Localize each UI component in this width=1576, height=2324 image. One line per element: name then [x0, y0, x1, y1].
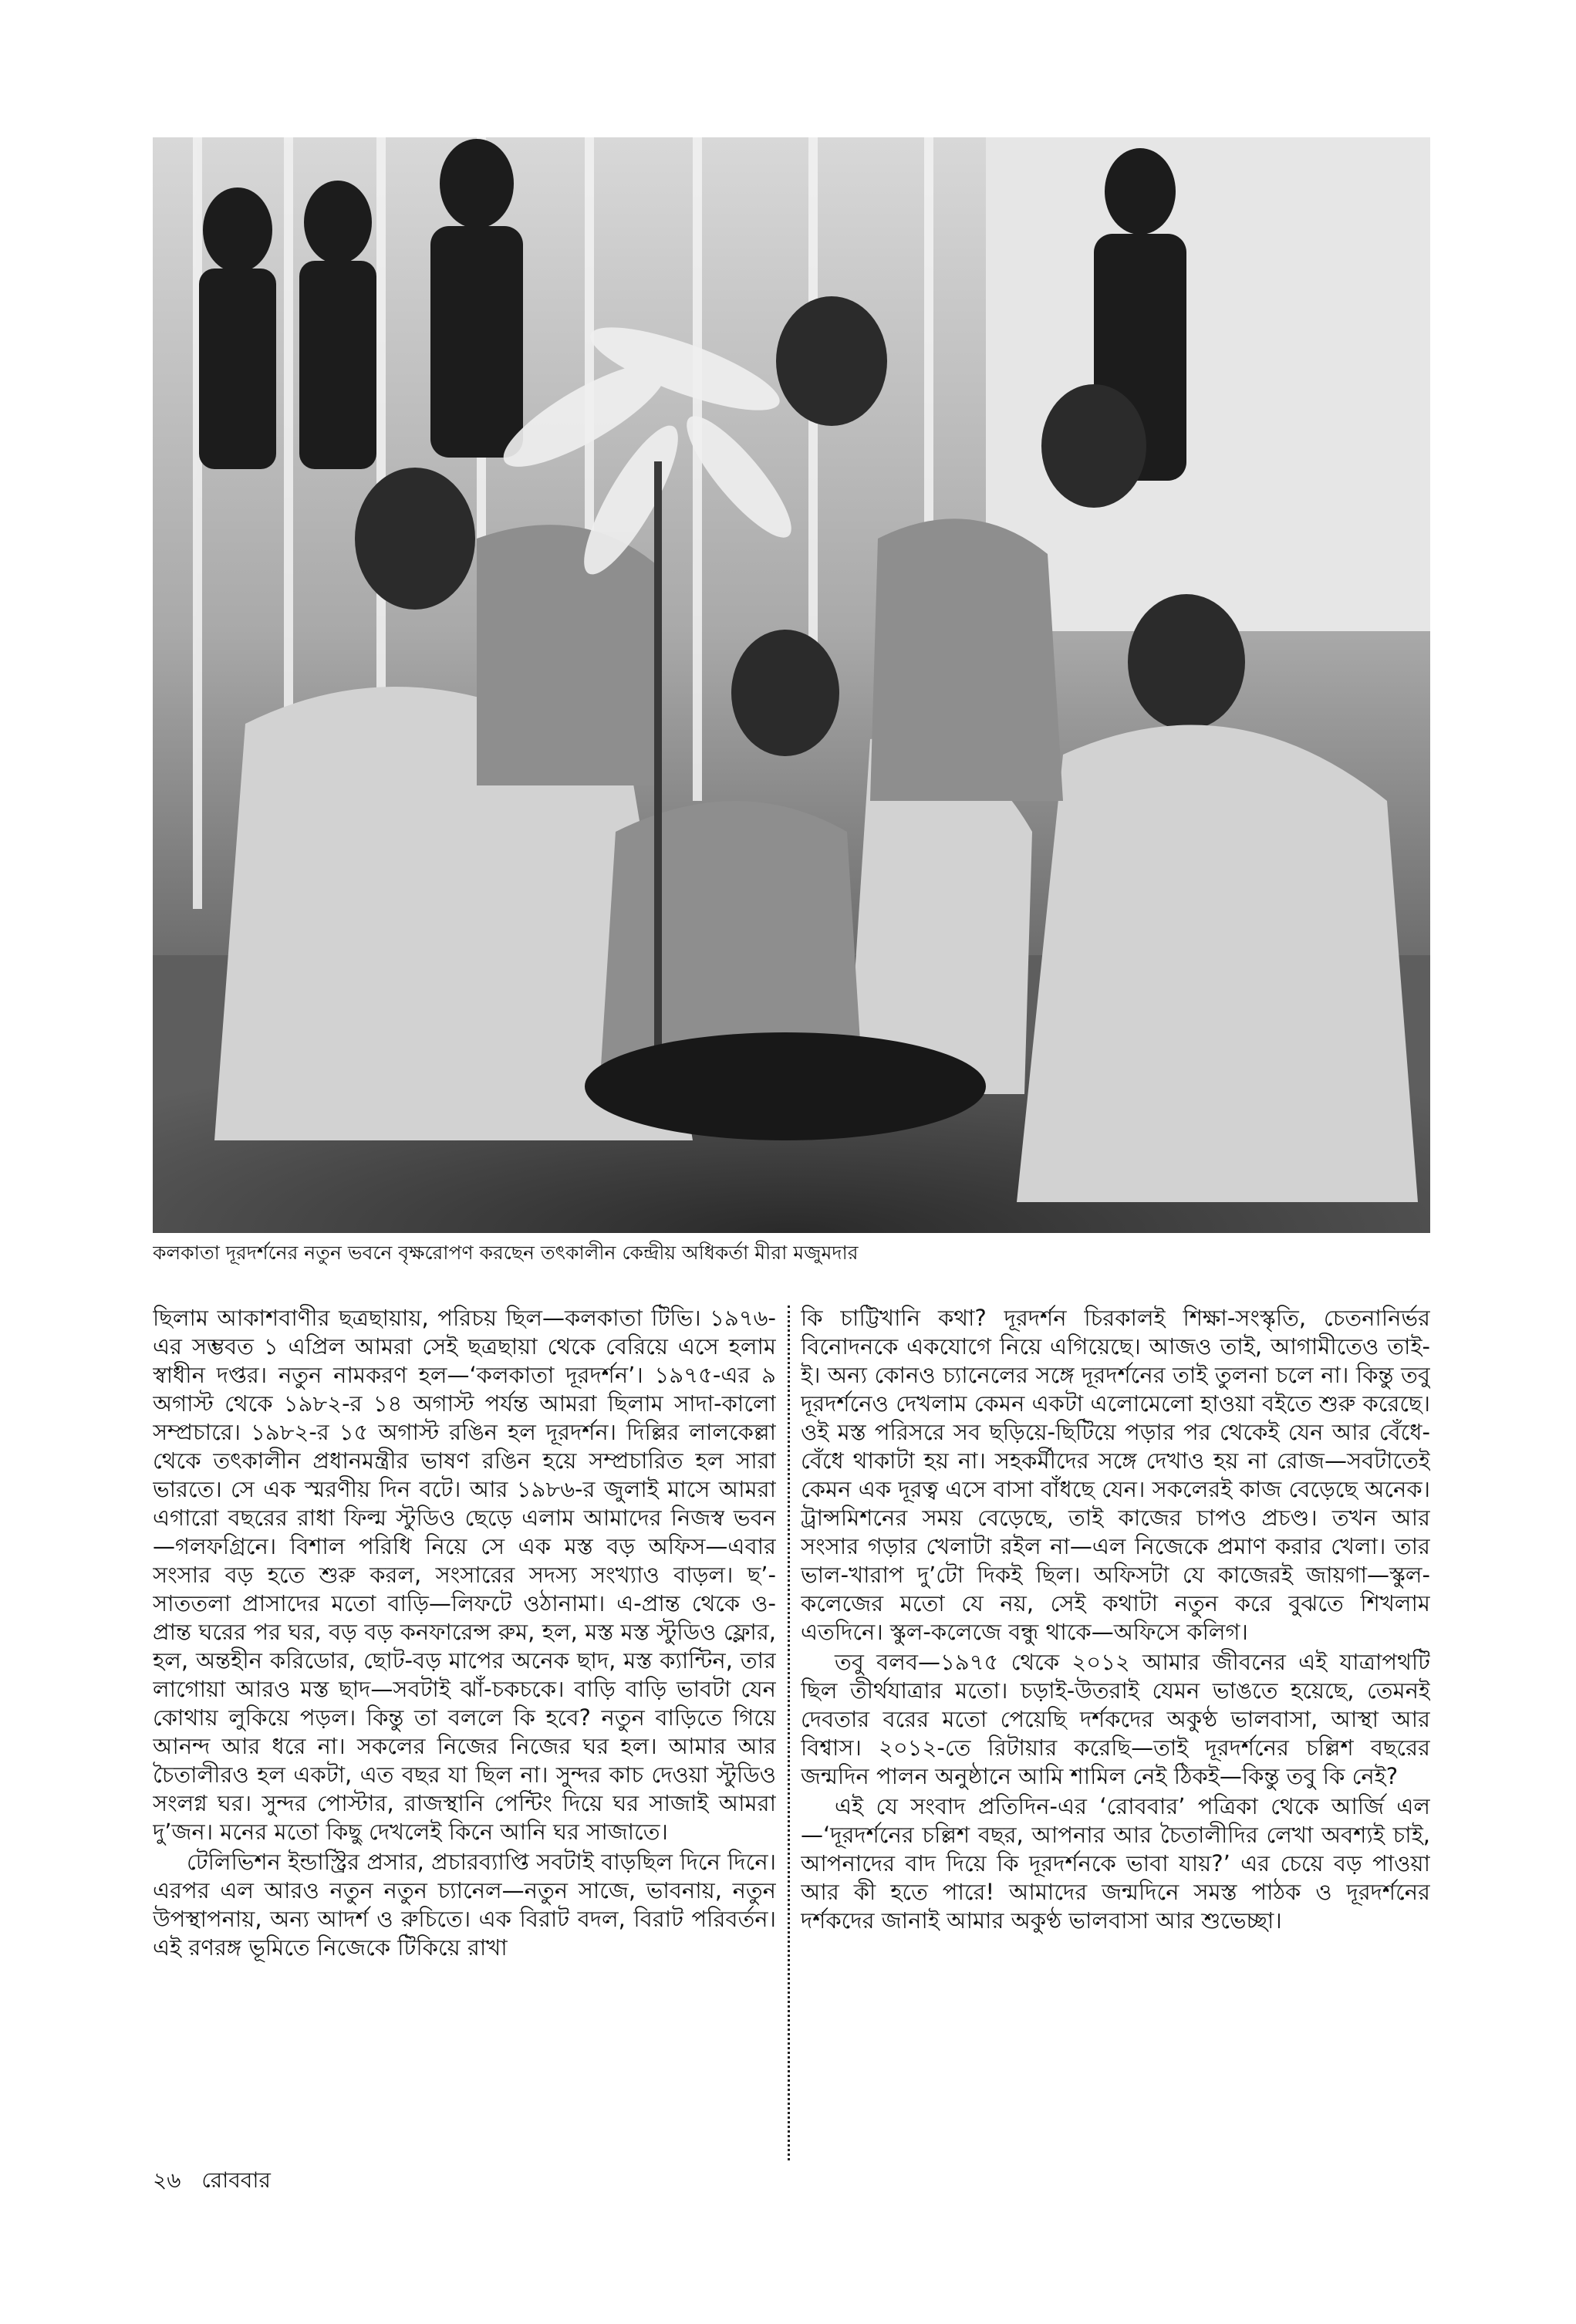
article-paragraph: টেলিভিশন ইন্ডাস্ট্রির প্রসার, প্রচারব্যাপ্তি সবটাই বাড়ছিল দিনে দিনে। এরপর এল আরও নতুন নতুন চ্যানেল—নতুন সাজে, ভাবনায়, নতুন উপস্থাপনায়, অন্য আদর্শ ও রুচিতে। এক বিরাট বদল, বিরাট পরিবর্তন। এই রণরঙ্গ ভূমিতে নিজেকে টিকিয়ে রাখা — [153, 1849, 776, 1961]
article-left-column — [153, 1304, 776, 2162]
page-number: ২৬ — [153, 2167, 181, 2193]
article-paragraph: এই যে সংবাদ প্রতিদিন-এর ‘রোববার’ পত্রিকা থেকে আর্জি এল—‘দূরদর্শনের চল্লিশ বছর, আপনার আর চৈতালীদির লেখা অবশ্যই চাই, আপনাদের বাদ দিয়ে কি দূরদর্শনকে ভাবা যায়?’ এর চেয়ে বড় পাওয়া আর কী হতে পারে! আমাদের জন্মদিনে সমস্ত পাঠক ও দূরদর্শনের দর্শকদের জানাই আমার অকুণ্ঠ ভালবাসা আর শুভেচ্ছা। — [801, 1793, 1430, 1934]
magazine-name: রোববার — [201, 2167, 271, 2193]
page-footer — [153, 2167, 285, 2194]
photo-graphic — [153, 137, 1430, 1233]
article-paragraph: ছিলাম আকাশবাণীর ছত্রছায়ায়, পরিচয় ছিল—কলকাতা টিভি। ১৯৭৬-এর সম্ভবত ১ এপ্রিল আমরা সেই ছত্রছায়া থেকে বেরিয়ে এসে হলাম স্বাধীন দপ্তর। নতুন নামকরণ হল—‘কলকাতা দূরদর্শন’। ১৯৭৫-এর ৯ অগাস্ট থেকে ১৯৮২-র ১৪ অগাস্ট পর্যন্ত আমরা ছিলাম সাদা-কালো সম্প্রচারে। ১৯৮২-র ১৫ অগাস্ট রঙিন হল দূরদর্শন। দিল্লির লালকেল্লা থেকে তৎকালীন প্রধানমন্ত্রীর ভাষণ রঙিন হয়ে সম্প্রচারিত হল সারা ভারতে। সে এক স্মরণীয় দিন বটে। আর ১৯৮৬-র জুলাই মাসে আমরা এগারো বছরের রাধা ফিল্ম স্টুডিও ছেড়ে এলাম আমাদের নিজস্ব ভবন—গলফগ্রিনে। বিশাল পরিধি নিয়ে সে এক মস্ত বড় অফিস—এবার সংসার বড় হতে শুরু করল, সংসারের সদস্য সংখ্যাও বাড়ল। ছ’-সাততলা প্রাসাদের মতো বাড়ি—লিফটে ওঠানামা। এ-প্রান্ত থেকে ও-প্রান্ত ঘরের পর ঘর, বড় বড় কনফারেন্স রুম, হল, মস্ত মস্ত স্টুডিও ফ্লোর, হল, অন্তহীন করিডোর, ছোট-বড় মাপের অনেক ছাদ, মস্ত ক্যান্টিন, তার লাগোয়া আরও মস্ত ছাদ—সবটাই ঝাঁ-চকচকে। বাড়ি বাড়ি ভাবটা যেন কোথায় লুকিয়ে পড়ল। কিন্তু তা বললে কি হবে? নতুন বাড়িতে গিয়ে আনন্দ আর ধরে না। সকলের নিজের নিজের ঘর হল। আমার আর চৈতালীরও হল একটা, এত বছর যা ছিল না। সুন্দর কাচ দেওয়া স্টুডিও সংলগ্ন ঘর। সুন্দর পোস্টার, রাজস্থানি পেন্টিং দিয়ে ঘর সাজাই আমরা দু’জন। মনের মতো কিছু দেখলেই কিনে আনি ঘর সাজাতে। — [153, 1305, 776, 1845]
article-photo — [153, 137, 1430, 1233]
article-paragraph: তবু বলব—১৯৭৫ থেকে ২০১২ আমার জীবনের এই যাত্রাপথটি ছিল তীর্থযাত্রার মতো। চড়াই-উতরাই যেমন ভাঙতে হয়েছে, তেমনই দেবতার বরের মতো পেয়েছি দর্শকদের অকুণ্ঠ ভালবাসা, আস্থা আর বিশ্বাস। ২০১২-তে রিটায়ার করেছি—তাই দূরদর্শনের চল্লিশ বছরের জন্মদিন পালন অনুষ্ঠানে আমি শামিল নেই ঠিকই—কিন্তু তবু কি নেই? — [801, 1649, 1430, 1789]
photo-caption: কলকাতা দূরদর্শনের নতুন ভবনে বৃক্ষরোপণ করছেন তৎকালীন কেন্দ্রীয় অধিকর্তা মীরা মজুমদার — [153, 1241, 859, 1264]
article-paragraph: কি চাট্টিখানি কথা? দূরদর্শন চিরকালই শিক্ষা-সংস্কৃতি, চেতনানির্ভর বিনোদনকে একযোগে নিয়ে এগিয়েছে। আজও তাই, আগামীতেও তাই-ই। অন্য কোনও চ্যানেলের সঙ্গে দূরদর্শনের তাই তুলনা চলে না। কিন্তু তবু দূরদর্শনেও দেখলাম কেমন একটা এলোমেলো হাওয়া বইতে শুরু করেছে। ওই মস্ত পরিসরে সব ছড়িয়ে-ছিটিয়ে পড়ার পর থেকেই যেন আর বেঁধে-বেঁধে থাকাটা হয় না। সহকর্মীদের সঙ্গে দেখাও হয় না রোজ—সবটাতেই কেমন এক দূরত্ব এসে বাসা বাঁধছে যেন। সকলেরই কাজ বেড়েছে অনেক। ট্রান্সমিশনের সময় বেড়েছে, তাই কাজের চাপও প্রচণ্ড। তখন আর সংসার গড়ার খেলাটা রইল না—এল নিজেকে প্রমাণ করার খেলা। তার ভাল-খারাপ দু’টো দিকই ছিল। অফিসটা যে কাজেরই জায়গা—স্কুল-কলেজের মতো যে নয়, সেই কথাটা নতুন করে বুঝতে শিখলাম এতদিনে। স্কুল-কলেজে বন্ধু থাকে—অফিসে কলিগ। — [801, 1305, 1430, 1645]
article-right-column — [801, 1304, 1430, 2162]
column-divider — [788, 1306, 790, 2160]
